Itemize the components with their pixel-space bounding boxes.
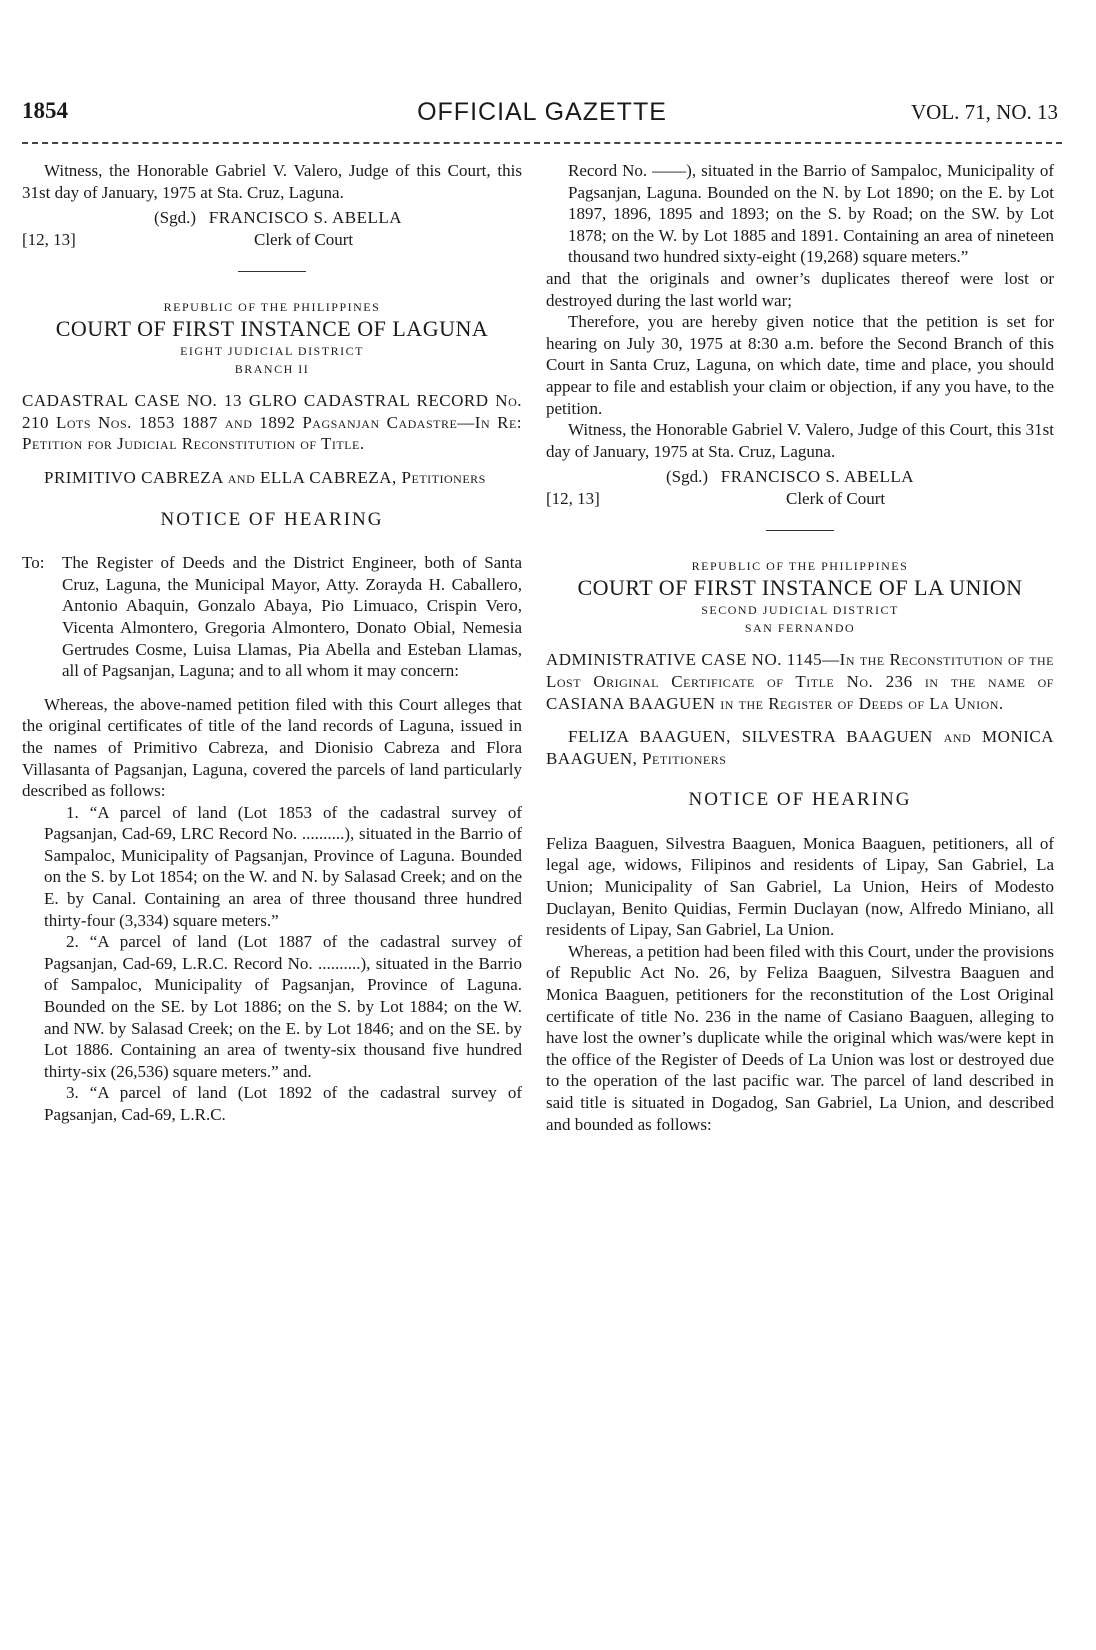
court-heading: COURT OF FIRST INSTANCE OF LAGUNA: [55, 316, 489, 342]
addressee-list: Feliza Baaguen, Silvestra Baaguen, Monica Baaguen, petitioners, all of legal age, widows, Filipinos and residents of Lipay, San Gabriel, La Union; Municipality of San Gabriel, La Union, Heirs of Modesto Duclayan, Benito Quidias, Fermin Duclayan (now, Alfredo Miniano, all residents of Lipay, San Gabriel, La Union.: [546, 833, 1054, 940]
page-number: 1854: [22, 98, 68, 123]
republic-heading: REPUBLIC OF THE PHILIPPINES: [163, 300, 381, 315]
notice-heading: NOTICE OF HEARING: [160, 508, 384, 530]
signatory-name: FRANCISCO S. ABELLA: [720, 467, 915, 487]
signed-mark: (Sgd.) FRANCISCO S. ABELLA: [666, 467, 915, 487]
whereas-paragraph: Whereas, the above-named petition filed with this Court alleges that the original certificates of title of the land records of Laguna, issued in the names of Primitivo Cabreza, and Dionisio Cabreza and Flora Villasanta of Pagsanjan, Laguna, covered the parcels of land particularly described as follows:: [22, 694, 522, 801]
publication-title: OFFICIAL GAZETTE: [417, 98, 667, 126]
district-heading: EIGHT JUDICIAL DISTRICT: [180, 344, 364, 359]
signatory-title: Clerk of Court: [786, 489, 886, 509]
case-caption: ADMINISTRATIVE CASE NO. 1145—In the Reconstitution of the Lost Original Certificate of Title No. 236 in the name of CASIANA BAAGUEN in the Register of Deeds of La Union.: [546, 650, 1054, 713]
witness-paragraph: Witness, the Honorable Gabriel V. Valero, Judge of this Court, this 31st day of January, 1975 at Sta. Cruz, Laguna.: [546, 420, 1054, 461]
branch-heading: BRANCH II: [234, 362, 310, 377]
therefore-paragraph: Therefore, you are hereby given notice that the petition is set for hearing on July 30, 1975 at 8:30 a.m. before the Second Branch of this Court in Santa Cruz, Laguna, on which date, time and place, you should appear to file and establish your claim or objection, if any you have, to the petition.: [546, 312, 1054, 418]
case-caption: CADASTRAL CASE NO. 13 GLRO CADASTRAL RECORD No. 210 Lots Nos. 1853 1887 and 1892 Pagsanjan Cadastre—In Re: Petition for Judicial Reconstitution of Title.: [22, 391, 522, 454]
lost-titles-clause: and that the originals and owner’s duplicates thereof were lost or destroyed during the last world war;: [546, 268, 1054, 310]
addressee-list: The Register of Deeds and the District Engineer, both of Santa Cruz, Laguna, the Municipal Mayor, Atty. Zorayda H. Caballero, Antonio Abaquin, Gonzalo Abaya, Pio Limuaco, Crispin Vero, Vicenta Almontero, Gregoria Almontero, Donato Obial, Nemesia Gertrudes Cosme, Luisa Llamas, Pia Abella and Esteban Llamas, all of Pagsanjan, Laguna; and to all whom it may concern:: [62, 553, 522, 681]
city-heading: SAN FERNANDO: [744, 621, 856, 636]
to-label: To:: [22, 553, 45, 573]
witness-paragraph: Witness, the Honorable Gabriel V. Valero, Judge of this Court, this 31st day of January, 1975 at Sta. Cruz, Laguna.: [22, 161, 522, 202]
signature-block: [546, 462, 1054, 512]
section-divider: [766, 530, 834, 531]
petitioners-line: FELIZA BAAGUEN, SILVESTRA BAAGUEN and MONICA BAAGUEN, Petitioners: [546, 727, 1054, 768]
notice-heading: NOTICE OF HEARING: [688, 789, 912, 811]
page-header: [22, 98, 1062, 138]
signed-mark: (Sgd.) FRANCISCO S. ABELLA: [154, 208, 403, 228]
signatory-title: Clerk of Court: [254, 230, 354, 250]
whereas-paragraph: Whereas, a petition had been filed with this Court, under the provisions of Republic Act No. 26, by Feliza Baaguen, Silvestra Baaguen and Monica Baaguen, petitioners for the reconstitution of the Lost Original certificate of title No. 236 in the name of Casiano Baaguen, alleging to have lost the owner’s duplicate while the original which was/were kept in the office of the Register of Deeds of La Union was lost or destroyed due to the operation of the last pacific war. The parcel of land described in said title is situated in Dogadog, San Gabriel, La Union, and described and bounded as follows:: [546, 941, 1054, 1134]
section-divider: [238, 271, 306, 272]
left-column: [22, 160, 522, 1126]
district-heading: SECOND JUDICIAL DISTRICT: [701, 603, 899, 618]
signatory-name: FRANCISCO S. ABELLA: [208, 208, 403, 228]
republic-heading: REPUBLIC OF THE PHILIPPINES: [691, 559, 909, 574]
right-column: [546, 160, 1054, 1135]
court-heading: COURT OF FIRST INSTANCE OF LA UNION: [577, 575, 1023, 601]
header-rule: [22, 142, 1062, 144]
issue-reference: [12, 13]: [546, 489, 600, 509]
petitioners-line: PRIMITIVO CABREZA and ELLA CABREZA, Petitioners: [44, 467, 486, 487]
signature-block: [22, 203, 522, 253]
issue-reference: [12, 13]: [22, 230, 76, 250]
addressee-block: [22, 552, 522, 682]
parcel-item-2: 2. “A parcel of land (Lot 1887 of the cadastral survey of Pagsanjan, Cad-69, L.R.C. Record No. ..........), situated in the Barrio of Sampaloc, Municipality of Pagsanjan, Province of Laguna. Bounded on the SE. by Lot 1886; on the S. by Lot 1884; on the W. and NW. by Salasad Creek; on the E. by Lot 1846; and on the SE. by Lot 1886. Containing an area of twenty-six thousand five hundred thirty-six (26,536) square meters.” and.: [44, 932, 522, 1081]
volume-number: VOL. 71, NO. 13: [911, 100, 1058, 124]
parcel-item-1: 1. “A parcel of land (Lot 1853 of the cadastral survey of Pagsanjan, Cad-69, LRC Record No. ..........), situated in the Barrio of Sampaloc, Municipality of Pagsanjan, Province of Laguna. Bounded on the S. by Lot 1854; on the W. and N. by Salasad Creek; and on the E. by Canal. Containing an area of three thousand three hundred thirty-four (3,334) square meters.”: [44, 802, 522, 930]
parcel-item-3: 3. “A parcel of land (Lot 1892 of the cadastral survey of Pagsanjan, Cad-69, L.R.C.: [44, 1083, 522, 1124]
parcel-item-3-continued: Record No. ——), situated in the Barrio of Sampaloc, Municipality of Pagsanjan, Laguna. Bounded on the N. by Lot 1890; on the E. by Lot 1897, 1896, 1895 and 1893; on the S. by Road; on the SW. by Lot 1878; on the W. by Lot 1885 and 1891. Containing an area of nineteen thousand two hundred sixty-eight (19,268) square meters.”: [568, 161, 1054, 267]
